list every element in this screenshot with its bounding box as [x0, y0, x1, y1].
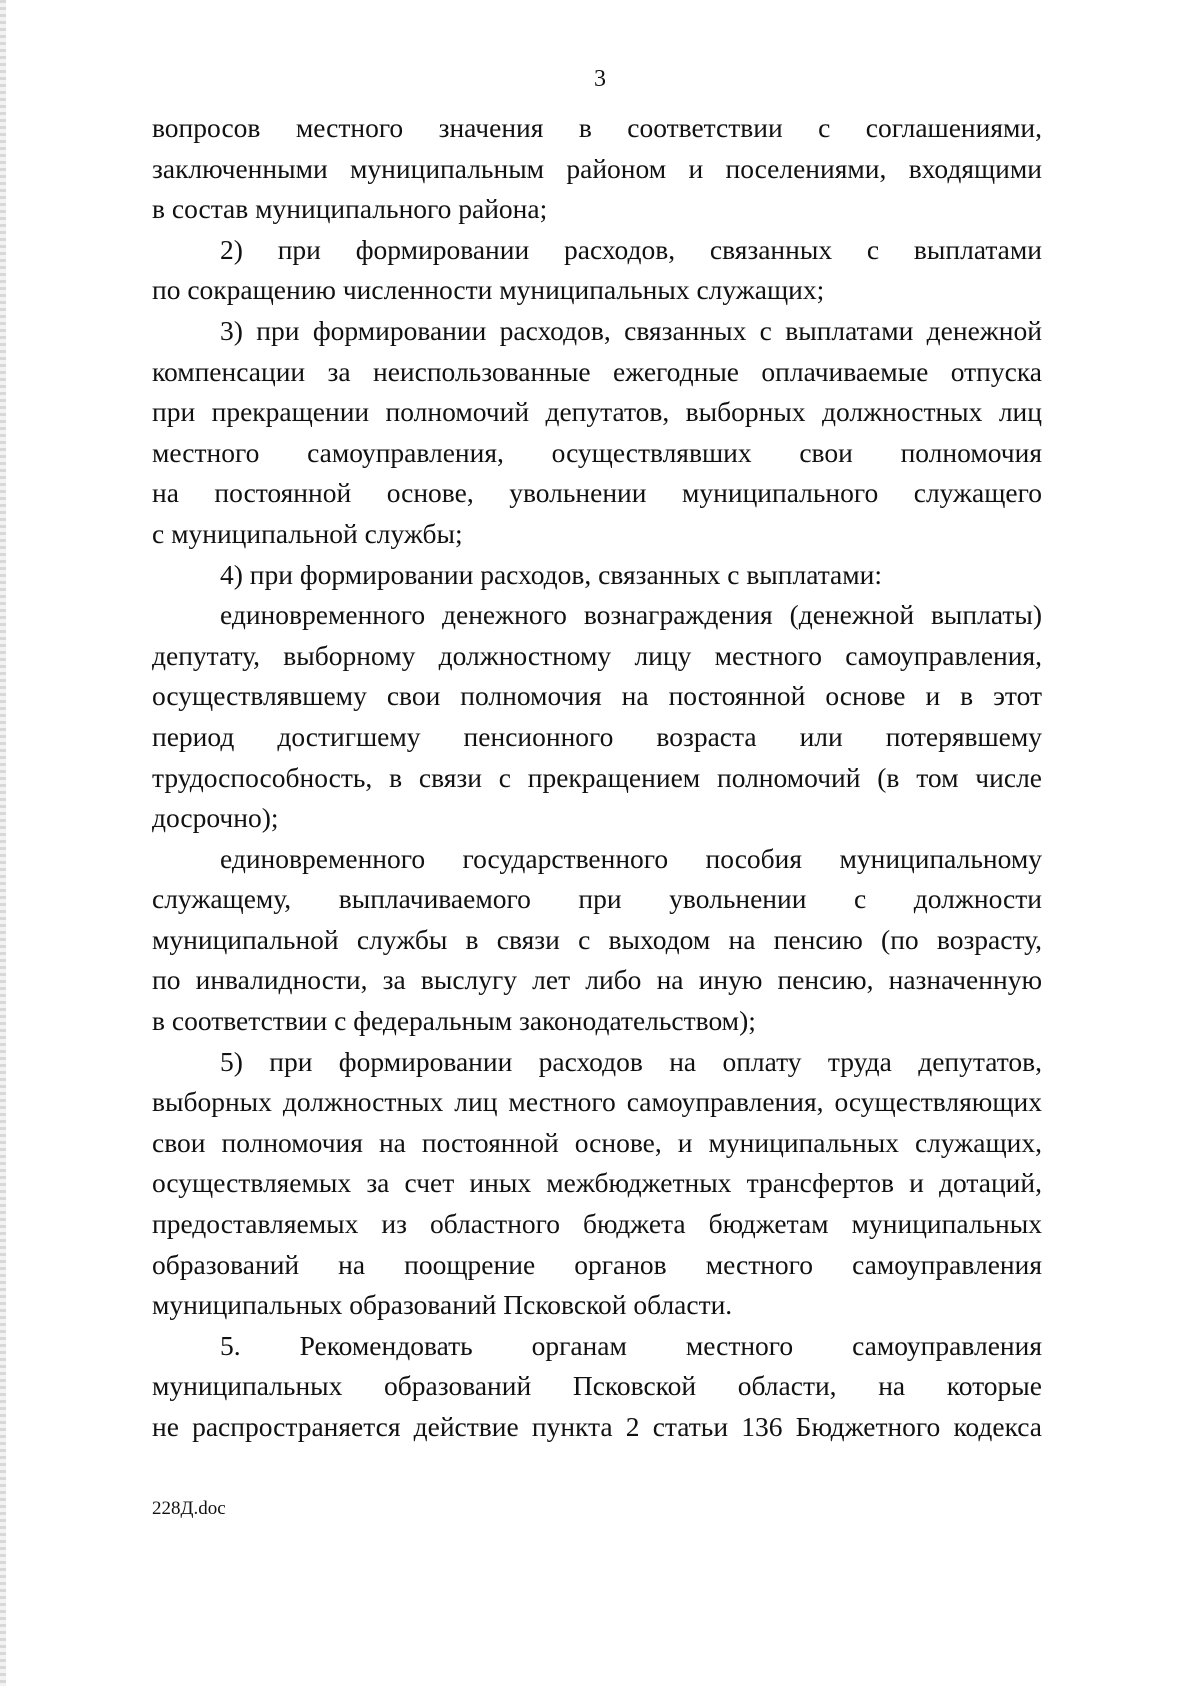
text-line: единовременного денежного вознаграждения (денежной выплаты) [220, 599, 1042, 631]
text-line: муниципальных образований Псковской области, на которые [152, 1370, 1042, 1402]
text-line: муниципальных образований Псковской области. [152, 1289, 733, 1321]
text-line: не распространяется действие пункта 2 статьи 136 Бюджетного кодекса [152, 1411, 1042, 1442]
text-line: на постоянной основе, увольнении муниципального служащего [152, 477, 1042, 509]
document-body [152, 108, 1042, 1448]
text-line: осуществляемых за счет иных межбюджетных трансфертов и дотаций, [152, 1167, 1042, 1199]
text-line: 3) при формировании расходов, связанных с выплатами денежной [220, 314, 1042, 346]
text-line: образований на поощрение органов местного самоуправления [152, 1248, 1042, 1280]
text-line: при прекращении полномочий депутатов, выборных должностных лиц [152, 396, 1042, 428]
text-line: 2) при формировании расходов, связанных с выплатами [220, 233, 1042, 265]
text-line: по инвалидности, за выслугу лет либо на иную пенсию, назначенную [152, 964, 1042, 996]
text-line: период достигшему пенсионного возраста или потерявшему [152, 720, 1042, 752]
text-line: 5) при формировании расходов на оплату труда депутатов, [220, 1045, 1042, 1077]
text-line: свои полномочия на постоянной основе, и муниципальных служащих, [152, 1126, 1042, 1158]
text-line: муниципальной службы в связи с выходом на пенсию (по возрасту, [152, 923, 1042, 955]
page-number: 3 [594, 66, 606, 92]
footer-filename: 228Д.doc [152, 1498, 226, 1519]
text-line: в соответствии с федеральным законодательством); [152, 1005, 756, 1037]
text-line: вопросов местного значения в соответствии с соглашениями, [152, 112, 1042, 143]
text-line: по сокращению численности муниципальных служащих; [152, 274, 825, 306]
scan-edge [0, 0, 6, 1686]
text-line: предоставляемых из областного бюджета бюджетам муниципальных [152, 1208, 1042, 1240]
text-line: с муниципальной службы; [152, 517, 463, 549]
text-line: местного самоуправления, осуществлявших свои полномочия [152, 436, 1042, 468]
text-line: 5. Рекомендовать органам местного самоуправления [220, 1329, 1042, 1361]
text-line: 4) при формировании расходов, связанных с выплатами: [220, 558, 883, 590]
text-line: компенсации за неиспользованные ежегодные оплачиваемые отпуска [152, 355, 1042, 387]
text-line: единовременного государственного пособия муниципальному [220, 842, 1042, 874]
text-line: в состав муниципального района; [152, 193, 548, 225]
text-line: досрочно); [152, 802, 279, 834]
text-line: служащему, выплачиваемого при увольнении с должности [152, 883, 1042, 915]
text-line: заключенными муниципальным районом и поселениями, входящими [152, 152, 1042, 184]
text-line: выборных должностных лиц местного самоуправления, осуществляющих [152, 1086, 1042, 1118]
text-line: осуществлявшему свои полномочия на постоянной основе и в этот [152, 680, 1042, 712]
text-line: депутату, выборному должностному лицу местного самоуправления, [152, 639, 1042, 671]
text-line: трудоспособность, в связи с прекращением полномочий (в том числе [152, 761, 1042, 793]
